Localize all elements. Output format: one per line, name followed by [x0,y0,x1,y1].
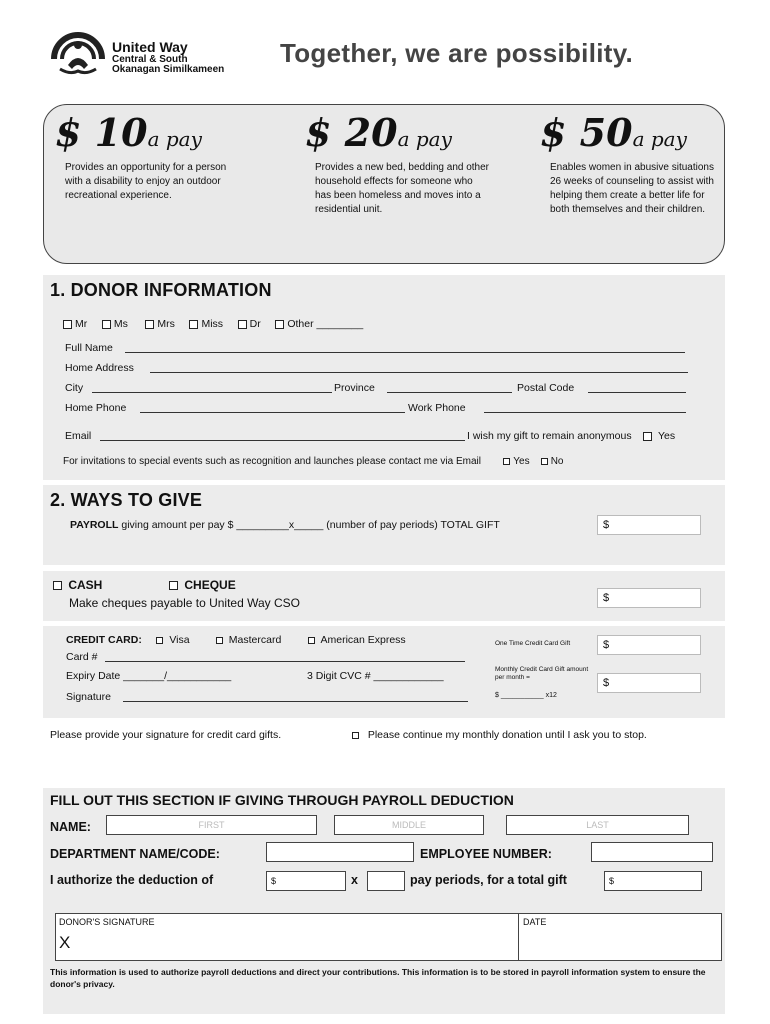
signature-divider [518,913,519,961]
org-sub2: Okanagan Similkameen [112,64,225,76]
impact-amount: $ 50 [540,110,633,155]
city-field[interactable] [92,383,332,393]
invite-yes-label: Yes [513,456,530,467]
cash-label: CASH [68,578,103,592]
donor-signature-label: DONOR'S SIGNATURE [59,917,155,927]
checkbox-icon[interactable] [63,320,72,329]
email-field[interactable] [100,431,465,441]
impact-amount: $ 10 [55,110,148,155]
impact-50 [540,110,718,217]
dollar-sign: $ [603,592,610,604]
home-address-field[interactable] [150,363,688,373]
monthly-gift-field[interactable] [597,673,701,693]
continue-monthly-option [352,729,647,741]
tagline: Together, we are possibility. [280,38,634,68]
card-number-label: Card # [66,651,98,663]
impact-10 [55,110,245,203]
payroll-section-title: FILL OUT THIS SECTION IF GIVING THROUGH PAYROLL DEDUCTION [50,792,514,808]
impact-20 [305,110,490,217]
payroll-giving-row [70,519,500,531]
home-phone-label: Home Phone [65,402,127,414]
deduction-amount-field[interactable] [266,871,346,891]
united-way-logo-icon [50,25,106,77]
visa-checkbox-icon[interactable] [156,637,163,644]
salutation-other[interactable]: Other ________ [275,318,363,330]
full-name-label: Full Name [65,342,113,354]
anonymous-option [467,430,675,442]
payroll-total-gift-field[interactable] [597,515,701,535]
impact-per: a pay [147,127,202,151]
total-gift-field[interactable] [604,871,702,891]
expiry-date-field[interactable]: Expiry Date _______/___________ [66,670,232,682]
payroll-label: PAYROLL [70,519,119,531]
donor-info-section [43,275,725,480]
cheque-label: CHEQUE [184,578,236,592]
credit-card-row [66,634,406,646]
dollar-sign: $ [603,677,610,689]
province-label: Province [334,382,375,394]
dollar-sign: $ [271,876,277,886]
invite-no-checkbox-icon[interactable] [541,458,548,465]
mastercard-checkbox-icon[interactable] [216,637,223,644]
department-field[interactable] [266,842,414,862]
dollar-sign: $ [603,519,610,531]
impact-per: a pay [397,127,452,151]
salutation-mr[interactable]: Mr [63,318,87,330]
date-field[interactable] [523,930,718,958]
org-name: United Way [112,39,188,55]
monthly-x12-field[interactable]: $ ___________ x12 [495,692,557,699]
anonymous-yes-label: Yes [657,430,676,442]
salutation-ms[interactable]: Ms [102,318,128,330]
anonymous-label: I wish my gift to remain anonymous [467,430,632,442]
payroll-text: giving amount per pay $ _________x_____ (number of pay periods) TOTAL GIFT [118,519,500,531]
card-signature-field[interactable] [123,692,468,702]
work-phone-label: Work Phone [408,402,466,414]
dollar-sign: $ [609,876,615,886]
salutation-miss[interactable]: Miss [189,318,223,330]
checkbox-icon[interactable] [189,320,198,329]
cash-cheque-row [53,578,236,592]
cash-checkbox-icon[interactable] [53,581,62,590]
checkbox-icon[interactable] [238,320,247,329]
continue-monthly-label: Please continue my monthly donation until I ask you to stop. [367,729,647,741]
dollar-sign: $ [603,639,610,651]
mastercard-label: Mastercard [228,634,282,646]
home-phone-field[interactable] [140,403,405,413]
full-name-field[interactable] [125,343,685,353]
card-number-field[interactable] [105,652,465,662]
impact-desc: Enables women in abusive situations 26 weeks of counseling to assist with helping them create a better life for both themselves and their children. [550,162,714,215]
amex-label: American Express [320,634,406,646]
postal-code-field[interactable] [588,383,686,393]
one-time-gift-label: One Time Credit Card Gift [495,640,571,647]
cash-cheque-amount-field[interactable] [597,588,701,608]
one-time-gift-field[interactable] [597,635,701,655]
impact-per: a pay [632,127,687,151]
first-name-field[interactable]: FIRST [106,815,317,835]
anonymous-checkbox-icon[interactable] [643,432,652,441]
visa-label: Visa [169,634,190,646]
employee-number-label: EMPLOYEE NUMBER: [420,847,552,861]
privacy-note: This information is used to authorize payroll deductions and direct your contributions. This information is to be stored in payroll information system to ensure the donor's privacy. [50,967,706,989]
donor-info-title: 1. DONOR INFORMATION [50,280,272,300]
city-label: City [65,382,84,394]
authorize-label: I authorize the deduction of [50,873,214,887]
cvc-field[interactable]: 3 Digit CVC # ____________ [307,670,444,682]
donor-signature-field[interactable] [59,933,514,959]
credit-card-label: CREDIT CARD: [66,634,142,646]
name-label: NAME: [50,820,91,834]
invitations-row [63,456,564,467]
times-label: x [351,873,358,887]
invite-no-label: No [550,456,564,467]
postal-code-label: Postal Code [517,382,575,394]
last-name-field[interactable]: LAST [506,815,689,835]
employee-number-field[interactable] [591,842,713,862]
org-logo-text [112,40,224,76]
pay-periods-label: pay periods, for a total gift [410,873,567,887]
work-phone-field[interactable] [484,403,686,413]
signature-label: Signature [66,691,111,703]
date-label: DATE [523,917,547,927]
impact-desc: Provides an opportunity for a person with a disability to enjoy an outdoor recreational experience. [65,162,227,201]
checkbox-icon[interactable] [145,320,154,329]
invitations-label: For invitations to special events such as recognition and launches please contact me via Email [63,456,482,467]
province-field[interactable] [387,383,512,393]
impact-amount: $ 20 [305,110,398,155]
email-label: Email [65,430,92,442]
salutation-mrs[interactable]: Mrs [145,318,175,330]
home-address-label: Home Address [65,362,134,374]
cheque-checkbox-icon[interactable] [169,581,178,590]
amex-checkbox-icon[interactable] [308,637,315,644]
checkbox-icon[interactable] [102,320,111,329]
impact-desc: Provides a new bed, bedding and other household effects for someone who has been homeless and moves into a residential unit. [315,162,490,215]
salutation-row [63,318,363,330]
org-sub1: Central & South [112,53,188,65]
salutation-dr[interactable]: Dr [238,318,261,330]
middle-name-field[interactable]: MIDDLE [334,815,484,835]
invite-yes-checkbox-icon[interactable] [503,458,510,465]
checkbox-icon[interactable] [275,320,284,329]
signature-mark: X [59,933,71,952]
ways-title: 2. WAYS TO GIVE [50,490,203,510]
signature-note: Please provide your signature for credit card gifts. [50,729,282,741]
cheque-note: Make cheques payable to United Way CSO [69,596,301,610]
continue-monthly-checkbox-icon[interactable] [352,732,359,739]
department-label: DEPARTMENT NAME/CODE: [50,847,220,861]
monthly-gift-label: Monthly Credit Card Gift amount per month = [495,666,589,681]
pay-periods-field[interactable] [367,871,405,891]
